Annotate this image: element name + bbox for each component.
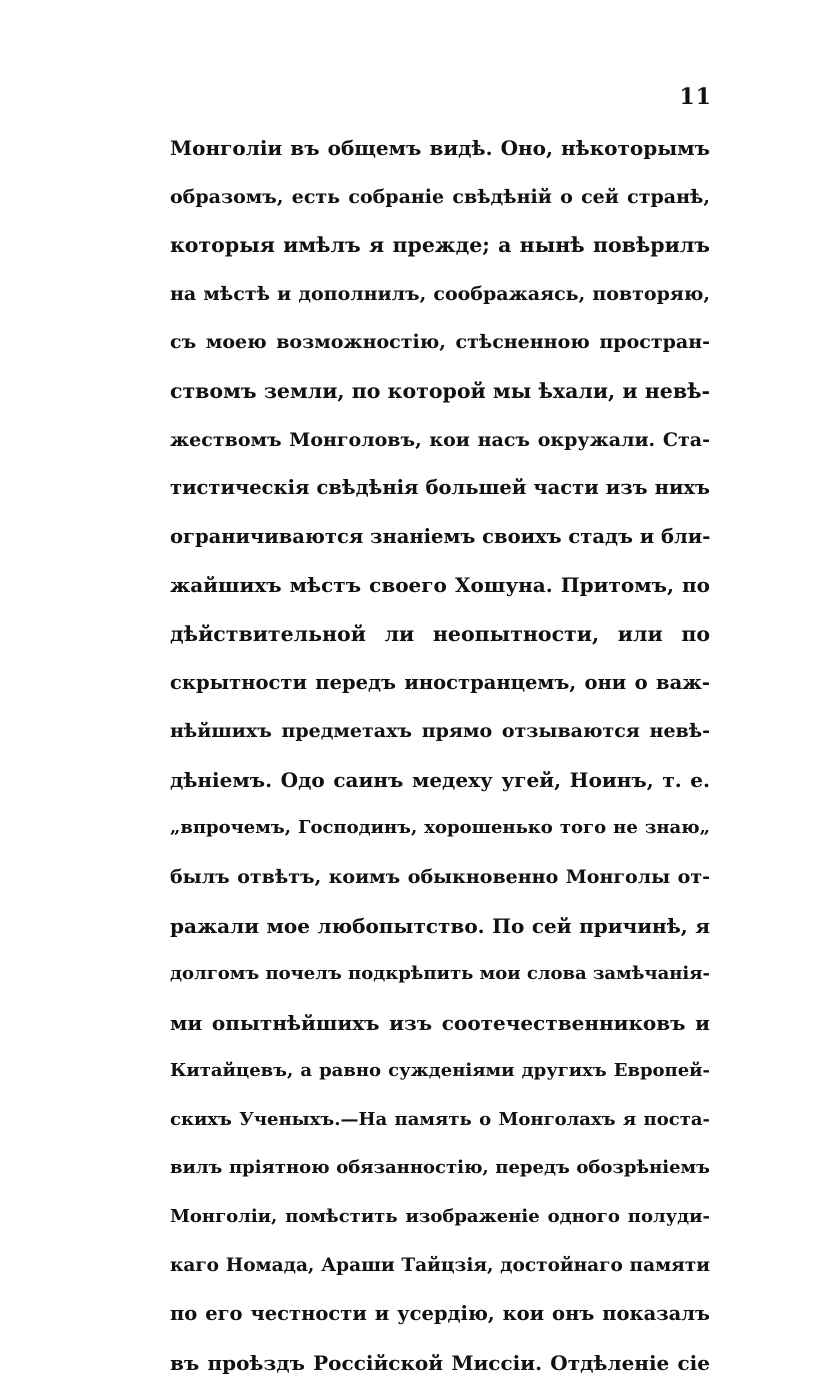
text-line: ограничиваются знаніемъ своихъ стадъ и бли-: [170, 524, 711, 548]
text-line: Монголіи въ общемъ видѣ. Оно, нѣкоторымъ: [170, 136, 710, 160]
text-line: ми опытнѣйшихъ изъ соотечественниковъ и: [170, 1010, 710, 1035]
text-line: Монголіи, помѣстить изображеніе одного полуди-: [170, 1206, 710, 1228]
text-line: дѣйствительной ли неопытности, или по: [170, 621, 710, 646]
page-number: 11: [679, 84, 712, 110]
text-line: скрытности передъ иностранцемъ, они о важ-: [170, 670, 710, 694]
text-line: жествомъ Монголовъ, кои насъ окружали. Ста-: [170, 428, 710, 451]
text-line: ражали мое любопытство. По сей причинѣ, я: [170, 913, 710, 938]
text-line: на мѣстѣ и дополнилъ, соображаясь, повторяю,: [170, 282, 710, 305]
body-text: [170, 128, 710, 1391]
text-line: по его честности и усердію, кои онъ показалъ: [170, 1302, 710, 1326]
text-line: каго Номада, Араши Тайцзія, достойнаго памяти: [170, 1254, 710, 1276]
text-line: долгомъ почелъ подкрѣпить мои слова замѣчанія-: [170, 963, 711, 985]
text-line: ствомъ земли, по которой мы ѣхали, и невѣ-: [170, 378, 710, 403]
text-line: которыя имѣлъ я прежде; а нынѣ повѣрилъ: [170, 233, 710, 258]
text-line: дѣніемъ. Одо саинъ медеху угей, Ноинъ, т. е.: [170, 767, 710, 792]
text-line: былъ отвѣтъ, коимъ обыкновенно Монголы от-: [170, 865, 710, 888]
text-line: „впрочемъ, Господинъ, хорошенько того не знаю„: [170, 817, 710, 839]
text-line: Китайцевъ, а равно сужденіями другихъ Европей-: [170, 1060, 710, 1082]
text-line: въ проѣздъ Россійской Миссіи. Отдѣленіе сіе: [170, 1350, 710, 1375]
text-line: нѣйшихъ предметахъ прямо отзываются невѣ-: [170, 720, 710, 743]
text-line: съ моею возможностію, стѣсненною простран-: [170, 331, 710, 354]
text-line: скихъ Ученыхъ.—На память о Монголахъ я поста-: [170, 1108, 710, 1130]
text-line: тистическія свѣдѣнія большей части изъ нихъ: [170, 476, 710, 500]
text-line: вилъ пріятною обязанностію, передъ обозрѣніемъ: [170, 1157, 710, 1179]
text-line: жайшихъ мѣстъ своего Хошуна. Притомъ, по: [170, 573, 710, 598]
text-line: образомъ, есть собраніе свѣдѣній о сей странѣ,: [170, 185, 710, 208]
